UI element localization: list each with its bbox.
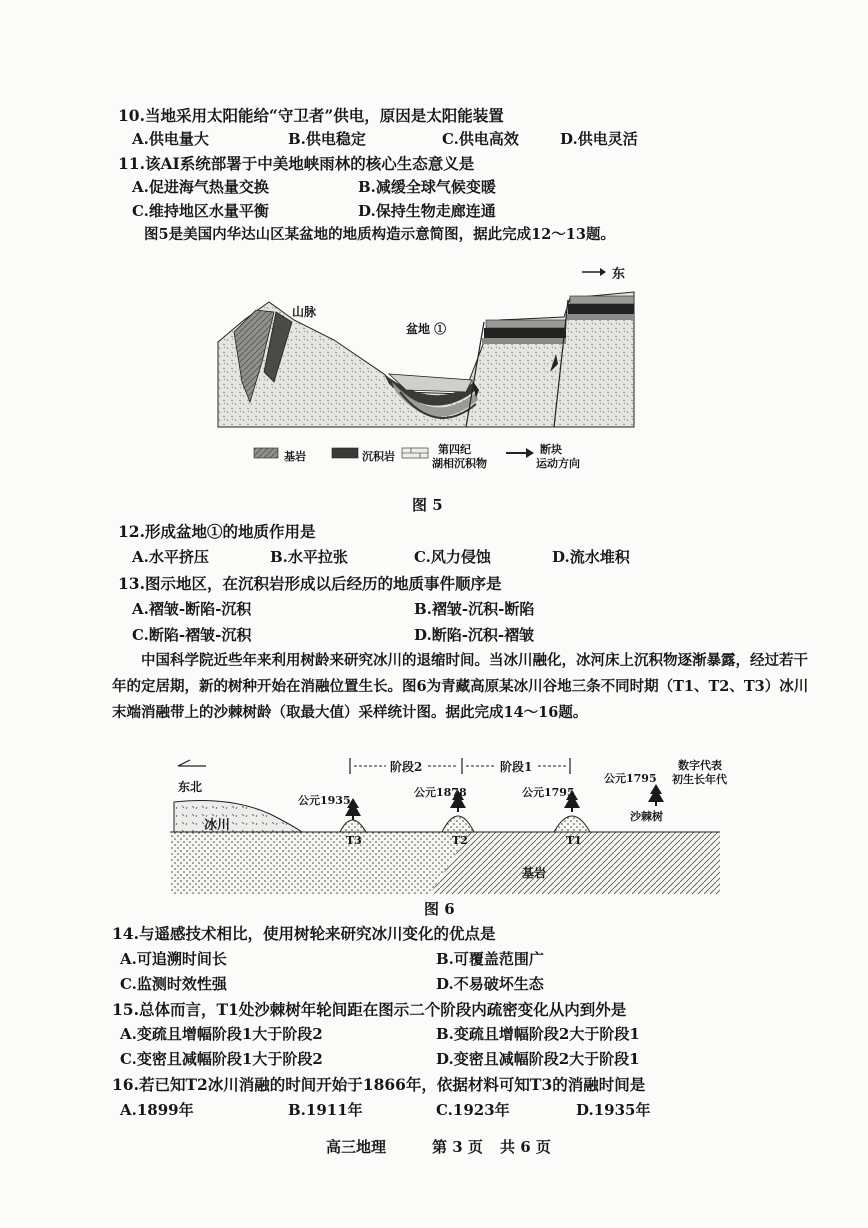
- question-10-option-b[interactable]: B.供电稳定: [288, 130, 366, 148]
- question-16-option-c[interactable]: C.1923年: [436, 1101, 510, 1119]
- figure-6-note-2: 初生长年代: [672, 773, 727, 786]
- question-11-option-b[interactable]: B.减缓全球气候变暖: [358, 178, 496, 196]
- question-11-stem: 11.该AI系统部署于中美地峡雨林的核心生态意义是: [118, 154, 475, 173]
- question-14-stem: 14.与遥感技术相比，使用树轮来研究冰川变化的优点是: [112, 924, 496, 943]
- figure-6-year-1795-t1: 公元1795: [522, 786, 575, 799]
- question-15-option-c[interactable]: C.变密且减幅阶段1大于阶段2: [120, 1050, 323, 1068]
- figure-5-caption: 图 5: [412, 496, 443, 514]
- figure-5-geologic-section: [214, 262, 644, 470]
- question-10-option-c[interactable]: C.供电高效: [442, 130, 519, 148]
- figure-5-legend-motion-1: 断块: [540, 443, 562, 456]
- figure-5-legend-sedimentary: 沉积岩: [362, 450, 395, 463]
- question-15-option-d[interactable]: D.变密且减幅阶段2大于阶段1: [436, 1050, 640, 1068]
- figure-5-legend-lake-2: 湖相沉积物: [432, 457, 487, 470]
- figure-5-legend-bedrock: 基岩: [284, 450, 306, 463]
- figure-6-year-1935: 公元1935: [298, 794, 351, 807]
- figure-6-t1-label: T1: [566, 834, 582, 847]
- figure-5-legend-motion-2: 运动方向: [536, 457, 580, 470]
- question-11-option-d[interactable]: D.保持生物走廊连通: [358, 202, 496, 220]
- question-10-option-a[interactable]: A.供电量大: [132, 130, 209, 148]
- figure-5-east-label: 东: [612, 267, 626, 282]
- figure-6-northeast-label: 东北: [178, 780, 203, 794]
- question-13-stem: 13.图示地区，在沉积岩形成以后经历的地质事件顺序是: [118, 574, 502, 593]
- question-16-stem: 16.若已知T2冰川消融的时间开始于1866年，依据材料可知T3的消融时间是: [112, 1075, 646, 1094]
- figure-6-year-1878: 公元1878: [414, 786, 467, 799]
- question-14-option-c[interactable]: C.监测时效性强: [120, 975, 227, 993]
- question-15-option-a[interactable]: A.变疏且增幅阶段1大于阶段2: [120, 1025, 323, 1043]
- question-12-stem: 12.形成盆地①的地质作用是: [118, 522, 316, 541]
- question-13-option-b[interactable]: B.褶皱-沉积-断陷: [414, 600, 535, 618]
- question-14-option-d[interactable]: D.不易破坏生态: [436, 975, 544, 993]
- question-15-option-b[interactable]: B.变疏且增幅阶段2大于阶段1: [436, 1025, 640, 1043]
- figure-6-year-1795-legend: 公元1795: [604, 772, 657, 785]
- figure-5-basin-label: 盆地 ①: [406, 322, 447, 336]
- question-11-option-c[interactable]: C.维持地区水量平衡: [132, 202, 269, 220]
- question-14-option-a[interactable]: A.可追溯时间长: [120, 950, 227, 968]
- footer-total-pages: 共 6 页: [500, 1138, 551, 1156]
- question-10-option-d[interactable]: D.供电灵活: [560, 130, 638, 148]
- figure-6-bedrock-label: 基岩: [522, 866, 547, 880]
- footer-page-number: 第 3 页: [432, 1138, 483, 1156]
- question-12-option-a[interactable]: A.水平挤压: [132, 548, 209, 566]
- figure-6-stage-1-label: 阶段1: [500, 760, 533, 774]
- footer-subject: 高三地理: [326, 1138, 387, 1156]
- question-16-option-d[interactable]: D.1935年: [576, 1101, 651, 1119]
- figure-6-t2-label: T2: [452, 834, 468, 847]
- figure-5-legend-lake-1: 第四纪: [438, 443, 471, 456]
- figure-6-note-1: 数字代表: [678, 759, 722, 772]
- question-15-stem: 15.总体而言，T1处沙棘树年轮间距在图示二个阶段内疏密变化从内到外是: [112, 1000, 627, 1019]
- figure-5-mountain-label: 山脉: [292, 305, 317, 319]
- figure-6-shaji-label: 沙棘树: [630, 810, 663, 823]
- question-13-option-c[interactable]: C.断陷-褶皱-沉积: [132, 626, 252, 644]
- question-14-option-b[interactable]: B.可覆盖范围广: [436, 950, 544, 968]
- question-10-stem: 10.当地采用太阳能给“守卫者”供电，原因是太阳能装置: [118, 106, 504, 125]
- question-12-option-b[interactable]: B.水平拉张: [270, 548, 348, 566]
- question-13-option-d[interactable]: D.断陷-沉积-褶皱: [414, 626, 535, 644]
- question-13-option-a[interactable]: A.褶皱-断陷-沉积: [132, 600, 252, 618]
- question-11-option-a[interactable]: A.促进海气热量交换: [132, 178, 269, 196]
- question-16-option-b[interactable]: B.1911年: [288, 1101, 363, 1119]
- question-16-option-a[interactable]: A.1899年: [120, 1101, 194, 1119]
- question-12-option-c[interactable]: C.风力侵蚀: [414, 548, 491, 566]
- figure-6-caption: 图 6: [424, 900, 455, 918]
- passage-14-16: 中国科学院近些年来利用树龄来研究冰川的退缩时间。当冰川融化，冰河床上沉积物逐渐暴露，经过若干年的定居期，新的树种开始在消融位置生长。图6为青藏高原某冰川谷地三条不同时期（T1、T2、T3）冰川末端消融带上的沙棘树龄（取最大值）采样统计图。据此完成14～16题。: [112, 652, 809, 721]
- figure-6-t3-label: T3: [346, 834, 362, 847]
- figure-5-intro: 图5是美国内华达山区某盆地的地质构造示意简图，据此完成12～13题。: [144, 226, 615, 243]
- figure-6-stage-2-label: 阶段2: [390, 760, 423, 774]
- figure-6-glacier-label: 冰川: [204, 818, 231, 833]
- question-12-option-d[interactable]: D.流水堆积: [552, 548, 630, 566]
